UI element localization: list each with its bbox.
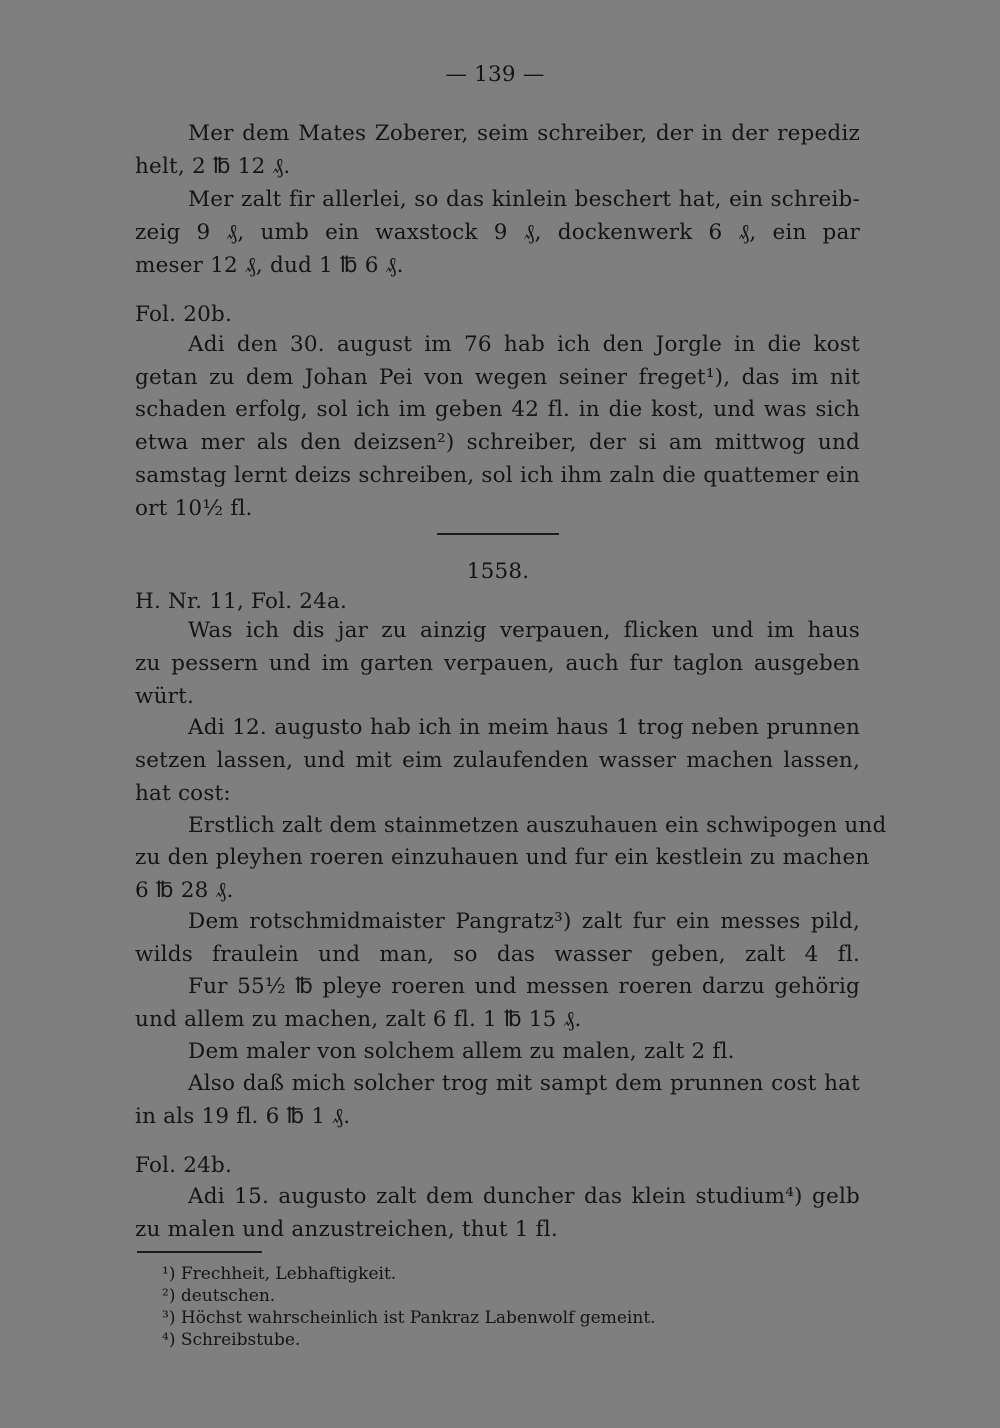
text-line: Fur 55½ ℔ pleye roeren und messen roeren darzu gehörig [188,974,860,999]
text-line: setzen lassen, und mit eim zulaufenden wasser machen lassen, [135,748,860,773]
footnote: ²) deutschen. [162,1286,276,1306]
footnote: ⁴) Schreibstube. [162,1330,301,1350]
text-line: meser 12 ₰, dud 1 ℔ 6 ₰. [135,253,404,278]
text-line: zu den pleyhen roeren einzuhauen und fur ein kestlein zu machen [135,845,870,870]
text-line: Erstlich zalt dem stainmetzen auszuhauen ein schwipogen und [188,813,887,838]
text-line: Also daß mich solcher trog mit sampt dem prunnen cost hat [188,1071,860,1096]
page-number: — 139 — [445,62,545,87]
text-line: Dem rotschmidmaister Pangratz³) zalt fur ein messes pild, [188,909,860,934]
text-line: Mer zalt fir allerlei, so das kinlein beschert hat, ein schreib- [188,187,860,212]
text-line: zu malen und anzustreichen, thut 1 fl. [135,1217,558,1242]
text-line: schaden erfolg, sol ich im geben 42 fl. in die kost, und was sich [135,397,860,422]
text-line: etwa mer als den deizsen²) schreiber, der si am mittwog und [135,430,860,455]
text-line: würt. [135,684,195,709]
text-line: getan zu dem Johan Pei von wegen seiner freget¹), das im nit [135,365,860,390]
text-line: Dem maler von solchem allem zu malen, zalt 2 fl. [188,1039,735,1064]
text-line: Mer dem Mates Zoberer, seim schreiber, der in der repediz [188,121,860,146]
text-line: hat cost: [135,781,231,806]
text-line: Adi 12. augusto hab ich in meim haus 1 trog neben prunnen [188,715,860,740]
text-line: ort 10½ fl. [135,496,253,521]
text-line: Was ich dis jar zu ainzig verpauen, flicken und im haus [188,618,860,643]
text-line: Adi 15. augusto zalt dem duncher das klein studium⁴) gelb [188,1184,860,1209]
folio-heading: Fol. 24b. [135,1153,232,1178]
year-heading: 1558. [466,559,530,584]
text-line: 6 ℔ 28 ₰. [135,878,234,903]
section-divider [437,533,559,535]
text-line: und allem zu machen, zalt 6 fl. 1 ℔ 15 ₰. [135,1007,582,1032]
text-line: in als 19 fl. 6 ℔ 1 ₰. [135,1104,351,1129]
text-line: Adi den 30. august im 76 hab ich den Jorgle in die kost [188,332,860,357]
text-line: samstag lernt deizs schreiben, sol ich ihm zaln die quattemer ein [135,463,860,488]
text-line: zeig 9 ₰, umb ein waxstock 9 ₰, dockenwerk 6 ₰, ein par [135,220,860,245]
folio-heading: H. Nr. 11, Fol. 24a. [135,589,348,614]
folio-heading: Fol. 20b. [135,302,232,327]
footnote: ¹) Frechheit, Lebhaftigkeit. [162,1264,397,1284]
text-line: helt, 2 ℔ 12 ₰. [135,154,291,179]
text-line: wilds fraulein und man, so das wasser geben, zalt 4 fl. [135,942,860,967]
footnote: ³) Höchst wahrscheinlich ist Pankraz Labenwolf gemeint. [162,1308,656,1328]
footnote-divider [137,1251,262,1253]
text-line: zu pessern und im garten verpauen, auch fur taglon ausgeben [135,651,860,676]
